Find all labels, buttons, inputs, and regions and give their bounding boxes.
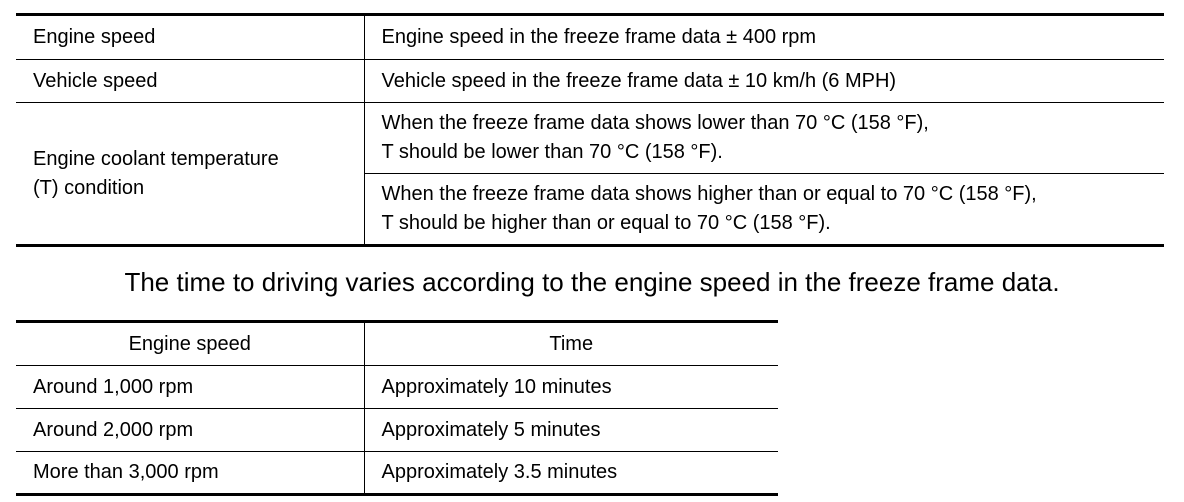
condition-value-vehicle-speed: Vehicle speed in the freeze frame data ± 10 km/h (6 MPH) <box>364 60 1164 103</box>
time-cell: Approximately 5 minutes <box>364 409 778 452</box>
condition-value-coolant-higher <box>364 174 1164 246</box>
condition-label-vehicle-speed: Vehicle speed <box>16 60 364 103</box>
engine-speed-cell: Around 1,000 rpm <box>16 366 364 409</box>
engine-speed-cell: More than 3,000 rpm <box>16 452 364 495</box>
coolant-label-line-1: Engine coolant temperature <box>33 147 279 170</box>
table-row <box>16 409 778 452</box>
coolant-label-line-2: (T) condition <box>33 176 145 199</box>
table-row <box>16 452 778 495</box>
coolant-higher-line-1: When the freeze frame data shows higher than or equal to 70 °C (158 °F), <box>381 183 1037 205</box>
coolant-higher-line-2: T should be higher than or equal to 70 °C (158 °F). <box>381 212 831 234</box>
freeze-frame-conditions-table <box>16 13 1164 247</box>
engine-speed-cell: Around 2,000 rpm <box>16 409 364 452</box>
coolant-lower-line-1: When the freeze frame data shows lower than 70 °C (158 °F), <box>381 112 929 134</box>
condition-label-engine-speed: Engine speed <box>16 15 364 60</box>
table-header-row <box>16 322 778 366</box>
table-row <box>16 103 1164 174</box>
table-row <box>16 366 778 409</box>
condition-label-coolant-temperature <box>16 103 364 246</box>
condition-value-engine-speed: Engine speed in the freeze frame data ± 400 rpm <box>364 15 1164 60</box>
table-row <box>16 60 1164 103</box>
driving-time-note: The time to driving varies according to the engine speed in the freeze frame data. <box>124 267 1060 297</box>
driving-time-table <box>16 320 778 496</box>
time-cell: Approximately 10 minutes <box>364 366 778 409</box>
time-cell: Approximately 3.5 minutes <box>381 461 618 483</box>
column-header-time: Time <box>364 322 778 366</box>
table-row <box>16 15 1164 60</box>
column-header-engine-speed: Engine speed <box>16 322 364 366</box>
condition-value-coolant-lower <box>364 103 1164 174</box>
coolant-lower-line-2: T should be lower than 70 °C (158 °F). <box>381 141 723 163</box>
